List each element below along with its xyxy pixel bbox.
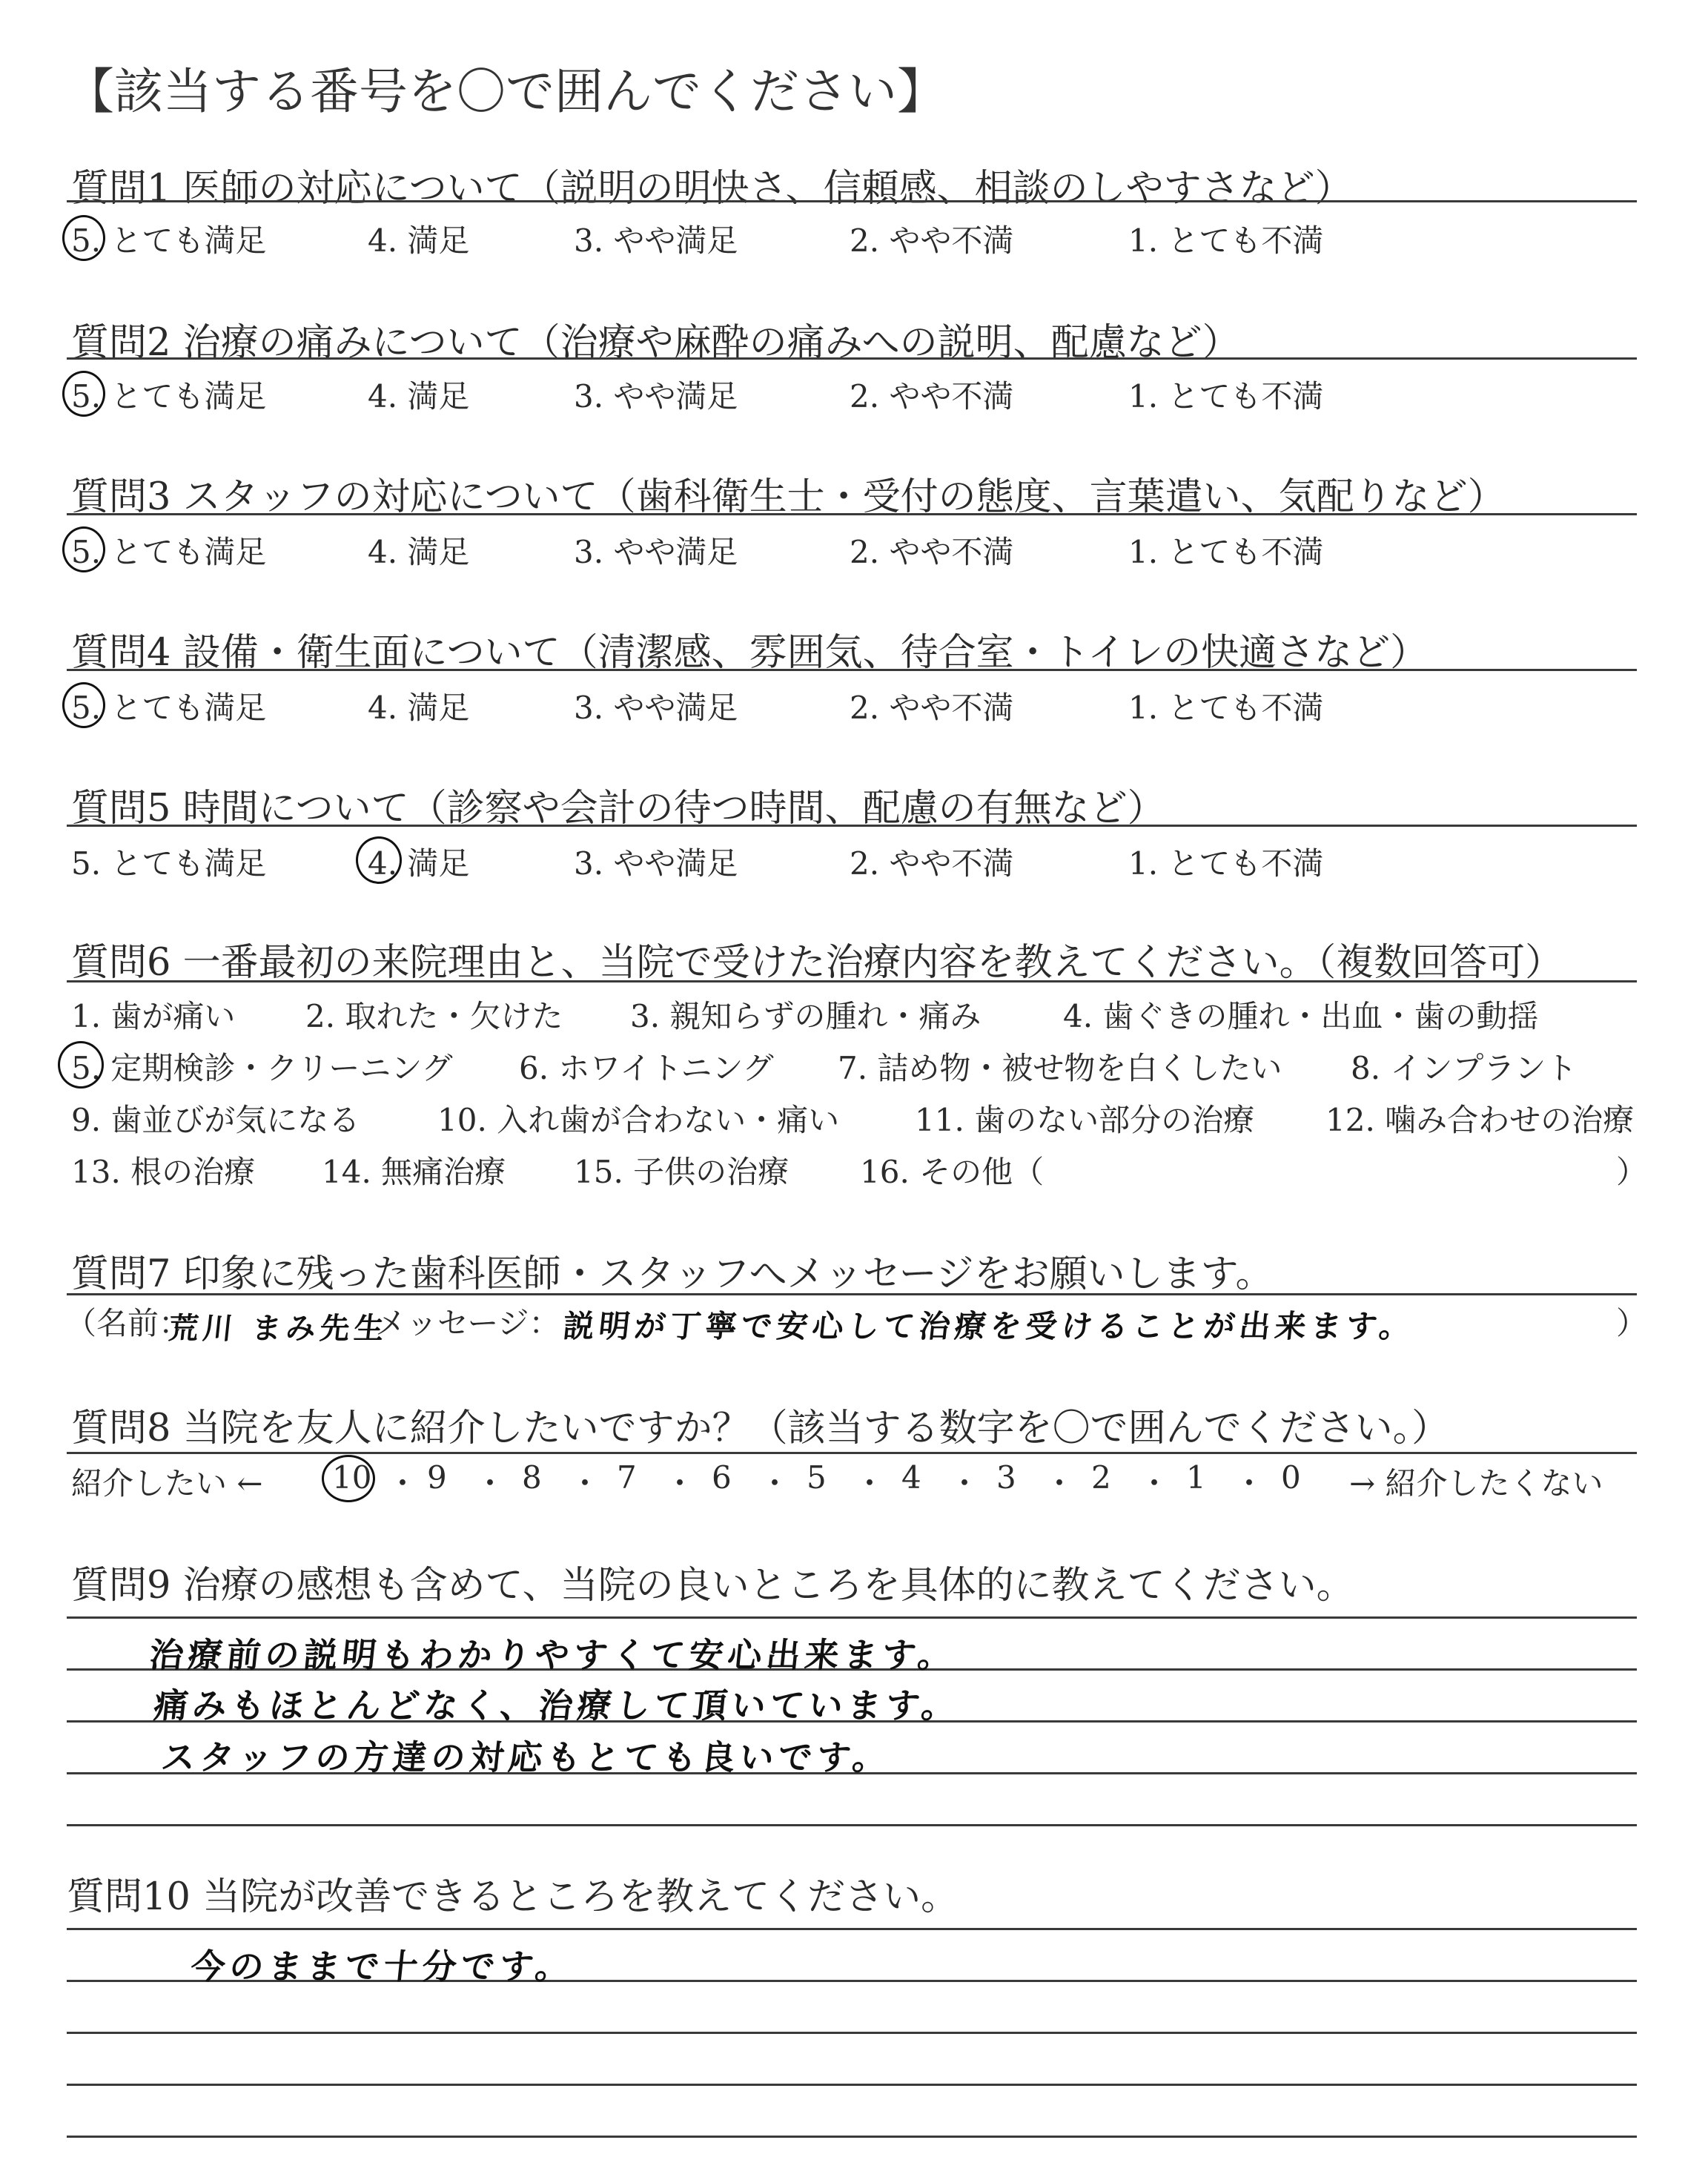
- scale-separator-dot: ・: [474, 1465, 506, 1502]
- question-7-heading: 質問7 印象に残った歯科医師・スタッフへメッセージをお願いします。: [71, 1252, 1274, 1296]
- q6-other-close-paren: ）: [1616, 1154, 1648, 1190]
- q4-option-5[interactable]: 5. とても満足: [71, 690, 267, 726]
- question-6-heading: 質問6 一番最初の来院理由と、当院で受けた治療内容を教えてください。（複数回答可）: [71, 941, 1563, 985]
- question-1-heading: 質問1 医師の対応について（説明の明快さ、信頼感、相談のしやすさなど）: [71, 167, 1353, 211]
- q8-scale-option-3[interactable]: 3: [996, 1459, 1016, 1496]
- q6-option-15[interactable]: 15. 子供の治療: [574, 1154, 790, 1190]
- scale-separator-dot: ・: [664, 1465, 696, 1502]
- q6-option-6[interactable]: 6. ホワイトニング: [519, 1050, 774, 1086]
- scale-separator-dot: ・: [569, 1465, 601, 1502]
- q3-option-3[interactable]: 3. やや満足: [574, 534, 738, 570]
- q6-option-13[interactable]: 13. 根の治療: [71, 1154, 256, 1190]
- q4-option-3[interactable]: 3. やや満足: [574, 690, 738, 726]
- q8-right-label: → 紹介したくない: [1349, 1465, 1603, 1502]
- q10-answer-line-1[interactable]: 今のままで十分です。: [188, 1946, 576, 1986]
- question-10-heading: 質問10 当院が改善できるところを教えてください。: [67, 1875, 959, 1919]
- ruled-line: [67, 1928, 1637, 1930]
- q2-option-5[interactable]: 5. とても満足: [71, 378, 267, 415]
- q4-option-2[interactable]: 2. やや不満: [850, 690, 1014, 726]
- selection-circle: [62, 682, 105, 728]
- q6-option-7[interactable]: 7. 詰め物・被せ物を白くしたい: [838, 1050, 1282, 1086]
- q8-left-label: 紹介したい ←: [71, 1465, 263, 1502]
- selection-circle: [356, 836, 402, 884]
- divider: [67, 513, 1637, 515]
- q8-scale-option-8[interactable]: 8: [522, 1459, 542, 1496]
- q3-option-5[interactable]: 5. とても満足: [71, 534, 267, 570]
- q7-name-handwritten[interactable]: 荒川 まみ先生: [167, 1312, 390, 1346]
- q8-scale-option-1[interactable]: 1: [1186, 1459, 1206, 1496]
- q6-option-1[interactable]: 1. 歯が痛い: [71, 998, 236, 1034]
- q3-option-2[interactable]: 2. やや不満: [850, 534, 1014, 570]
- q5-option-2[interactable]: 2. やや不満: [850, 845, 1014, 882]
- q2-option-4[interactable]: 4. 満足: [368, 378, 470, 415]
- q5-option-3[interactable]: 3. やや満足: [574, 845, 738, 882]
- q7-message-label: メッセージ：: [375, 1305, 560, 1341]
- scale-separator-dot: ・: [854, 1465, 886, 1502]
- ruled-line: [67, 1616, 1637, 1619]
- divider: [67, 1293, 1637, 1295]
- q9-answer-line-2[interactable]: 痛みもほとんどなく、治療して頂いています。: [151, 1685, 962, 1725]
- q5-option-5[interactable]: 5. とても満足: [71, 845, 267, 882]
- q7-message-handwritten[interactable]: 説明が丁寧で安心して治療を受けることが出来ます。: [561, 1308, 1417, 1344]
- divider: [67, 825, 1637, 827]
- selection-circle: [62, 371, 105, 417]
- q1-option-3[interactable]: 3. やや満足: [574, 222, 738, 259]
- q2-option-3[interactable]: 3. やや満足: [574, 378, 738, 415]
- scale-separator-dot: ・: [387, 1465, 419, 1502]
- q7-name-label: （名前：: [65, 1305, 191, 1341]
- q4-option-1[interactable]: 1. とても不満: [1128, 690, 1324, 726]
- q6-option-12[interactable]: 12. 噛み合わせの治療: [1325, 1102, 1635, 1138]
- question-8-heading: 質問8 当院を友人に紹介したいですか？（該当する数字を〇で囲んでください。）: [71, 1407, 1450, 1450]
- q5-option-1[interactable]: 1. とても不満: [1128, 845, 1324, 882]
- q8-scale-option-6[interactable]: 6: [712, 1459, 732, 1496]
- scale-separator-dot: ・: [759, 1465, 791, 1502]
- q8-scale-option-10[interactable]: 10: [332, 1459, 372, 1496]
- q8-scale: [332, 1459, 1340, 1501]
- selection-circle: [58, 1041, 104, 1089]
- q6-option-2[interactable]: 2. 取れた・欠けた: [305, 998, 563, 1034]
- q2-option-1[interactable]: 1. とても不満: [1128, 378, 1324, 415]
- q2-option-2[interactable]: 2. やや不満: [850, 378, 1014, 415]
- selection-circle: [62, 215, 105, 261]
- scale-separator-dot: ・: [1044, 1465, 1076, 1502]
- scale-separator-dot: ・: [1234, 1465, 1265, 1502]
- q6-option-5[interactable]: 5. 定期検診・クリーニング: [71, 1050, 453, 1086]
- q8-scale-option-4[interactable]: 4: [901, 1459, 921, 1496]
- selection-circle: [62, 526, 105, 572]
- question-2-heading: 質問2 治療の痛みについて（治療や麻酔の痛みへの説明、配慮など）: [71, 321, 1240, 365]
- q6-option-4[interactable]: 4. 歯ぐきの腫れ・出血・歯の動揺: [1063, 998, 1539, 1034]
- scale-separator-dot: ・: [1139, 1465, 1171, 1502]
- divider: [67, 357, 1637, 360]
- q1-option-2[interactable]: 2. やや不満: [850, 222, 1014, 259]
- page-title: 【該当する番号を〇で囲んでください】: [65, 63, 946, 120]
- selection-circle: [322, 1455, 375, 1502]
- question-9-heading: 質問9 治療の感想も含めて、当院の良いところを具体的に教えてください。: [71, 1564, 1354, 1608]
- divider: [67, 1452, 1637, 1454]
- q6-option-3[interactable]: 3. 親知らずの腫れ・痛み: [630, 998, 982, 1034]
- q7-close-paren: ）: [1616, 1305, 1648, 1341]
- q6-option-16[interactable]: 16. その他（: [860, 1154, 1045, 1190]
- ruled-line: [67, 2136, 1637, 2138]
- q6-option-11[interactable]: 11. 歯のない部分の治療: [915, 1102, 1255, 1138]
- q6-option-8[interactable]: 8. インプラント: [1351, 1050, 1578, 1086]
- ruled-line: [67, 2084, 1637, 2086]
- question-4-heading: 質問4 設備・衛生面について（清潔感、雰囲気、待合室・トイレの快適さなど）: [71, 631, 1429, 675]
- q6-option-14[interactable]: 14. 無痛治療: [322, 1154, 506, 1190]
- divider: [67, 669, 1637, 671]
- q3-option-4[interactable]: 4. 満足: [368, 534, 470, 570]
- q8-scale-option-9[interactable]: 9: [427, 1459, 447, 1496]
- q1-option-1[interactable]: 1. とても不満: [1128, 222, 1324, 259]
- q4-option-4[interactable]: 4. 満足: [368, 690, 470, 726]
- q3-option-1[interactable]: 1. とても不満: [1128, 534, 1324, 570]
- question-5-heading: 質問5 時間について（診察や会計の待つ時間、配慮の有無など）: [71, 787, 1165, 830]
- q6-option-9[interactable]: 9. 歯並びが気になる: [71, 1102, 360, 1138]
- q9-answer-line-3[interactable]: スタッフの方達の対応もとても良いです。: [159, 1737, 893, 1777]
- q8-scale-option-2[interactable]: 2: [1091, 1459, 1111, 1496]
- ruled-line: [67, 2032, 1637, 2034]
- q8-scale-option-7[interactable]: 7: [617, 1459, 637, 1496]
- divider: [67, 980, 1637, 982]
- q1-option-5[interactable]: 5. とても満足: [71, 222, 267, 259]
- divider: [67, 200, 1637, 202]
- scale-separator-dot: ・: [949, 1465, 981, 1502]
- q1-option-4[interactable]: 4. 満足: [368, 222, 470, 259]
- ruled-line: [67, 1824, 1637, 1826]
- q6-option-10[interactable]: 10. 入れ歯が合わない・痛い: [437, 1102, 840, 1138]
- q5-option-4[interactable]: 4. 満足: [368, 845, 470, 882]
- q8-scale-option-5[interactable]: 5: [807, 1459, 827, 1496]
- q9-answer-line-1[interactable]: 治療前の説明もわかりやすくて安心出来ます。: [147, 1635, 959, 1675]
- question-3-heading: 質問3 スタッフの対応について（歯科衛生士・受付の態度、言葉遣い、気配りなど）: [71, 475, 1506, 519]
- q8-scale-option-0[interactable]: 0: [1281, 1459, 1301, 1496]
